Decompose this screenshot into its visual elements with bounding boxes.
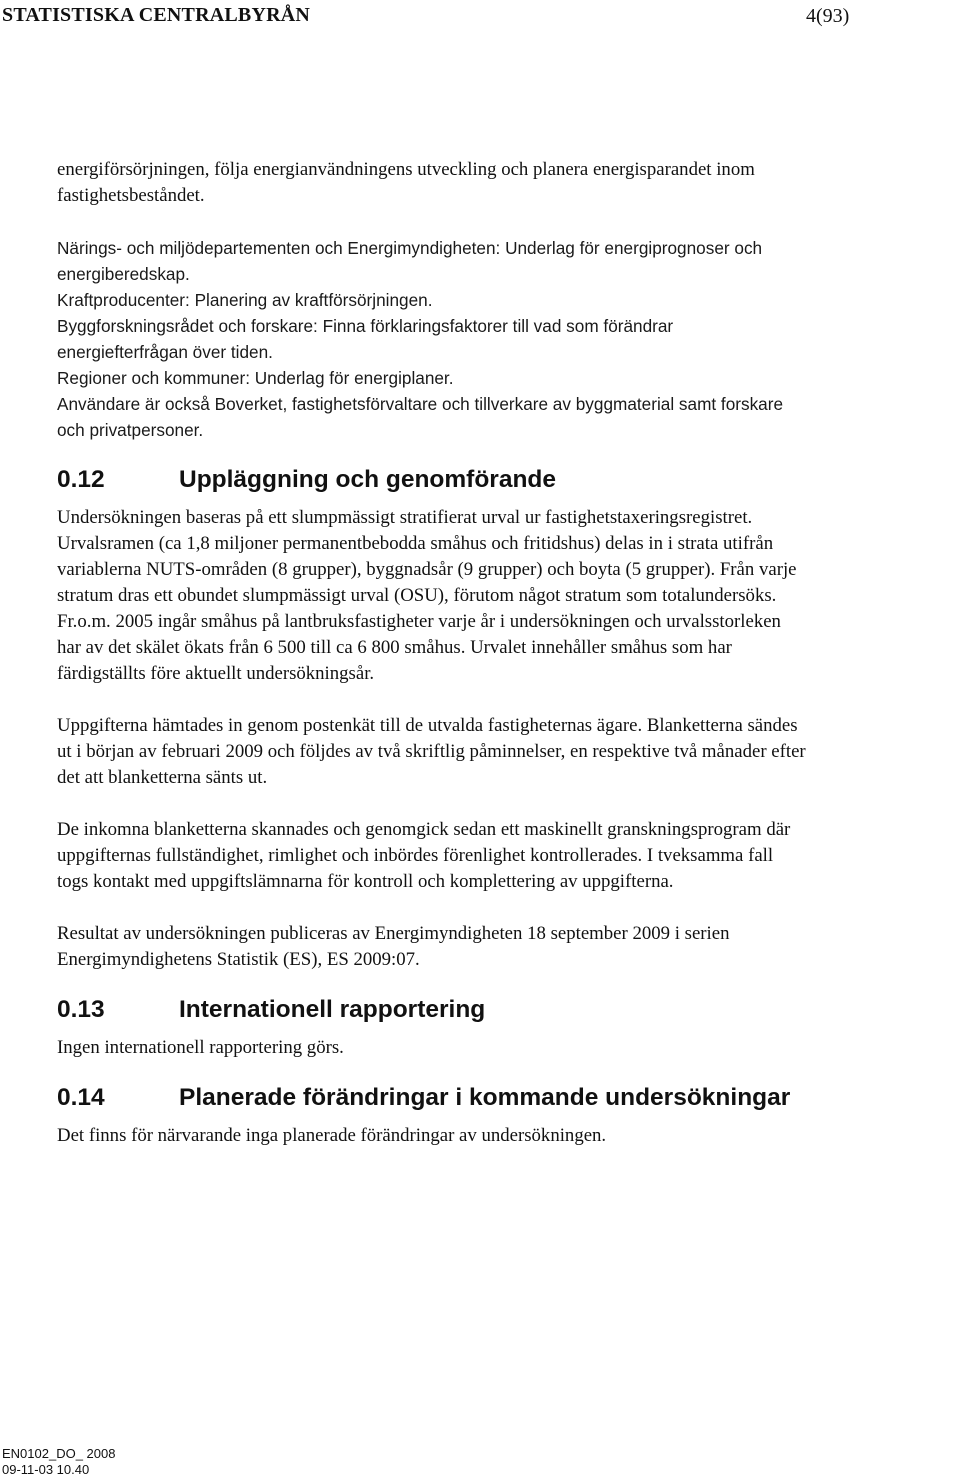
spacer — [57, 973, 957, 995]
section-number: 0.14 — [57, 1084, 105, 1111]
text-line: fastighetsbeståndet. — [57, 185, 205, 206]
document-date: 09-11-03 10.40 — [2, 1462, 90, 1477]
paragraph-sample-design — [57, 505, 957, 687]
text-line: variablerna NUTS-områden (8 grupper), byggnadsår (9 grupper) och boyta (5 grupper). Från varje — [57, 559, 797, 580]
text-line: togs kontakt med uppgiftslämnarna för kontroll och komplettering av uppgifterna. — [57, 871, 674, 892]
users-paragraph — [57, 235, 957, 443]
spacer — [57, 1061, 957, 1083]
text-line: Fr.o.m. 2005 ingår småhus på lantbruksfastigheter varje år i undersökningen och urvalsstorleken — [57, 611, 781, 632]
text-line: stratum dras ett obundet slumpmässigt urval (OSU), förutom något stratum som totalundersöks. — [57, 585, 777, 606]
text-line: energiförsörjningen, följa energianvändningens utveckling och planera energisparandet inom — [57, 159, 755, 180]
spacer — [57, 495, 957, 505]
document-id: EN0102_DO_ 2008 — [2, 1446, 116, 1461]
section-heading-0-13 — [57, 995, 957, 1025]
text-line: Byggforskningsrådet och forskare: Finna förklaringsfaktorer till vad som förändrar — [57, 316, 674, 336]
spacer — [57, 895, 957, 921]
text-line: det att blanketterna sänts ut. — [57, 767, 268, 788]
text-line: har av det skälet ökats från 6 500 till ca 6 800 småhus. Urvalet innehåller småhus som har — [57, 637, 732, 658]
spacer — [57, 1025, 957, 1035]
spacer — [57, 791, 957, 817]
paragraph-editing — [57, 817, 957, 895]
document-body — [57, 157, 957, 1149]
text-line: Undersökningen baseras på ett slumpmässigt stratifierat urval ur fastighetstaxeringsregistret. — [57, 507, 753, 528]
paragraph-publication — [57, 921, 957, 973]
document-footer — [2, 1446, 115, 1478]
section-text: Ingen internationell rapportering görs. — [57, 1037, 344, 1058]
spacer — [57, 1113, 957, 1123]
text-line: Kraftproducenter: Planering av kraftförsörjningen. — [57, 290, 433, 310]
text-line: Närings- och miljödepartementen och Energimyndigheten: Underlag för energiprognoser och — [57, 238, 763, 258]
spacer — [57, 687, 957, 713]
text-line: färdigställts före aktuellt undersökningsår. — [57, 663, 375, 684]
text-line: De inkomna blanketterna skannades och genomgick sedan ett maskinellt granskningsprogram där — [57, 819, 791, 840]
organization-header: STATISTISKA CENTRALBYRÅN — [2, 4, 311, 26]
spacer — [57, 209, 957, 235]
text-line: Användare är också Boverket, fastighetsförvaltare och tillverkare av byggmaterial samt forskare — [57, 394, 784, 414]
section-text: Det finns för närvarande inga planerade förändringar av undersökningen. — [57, 1125, 607, 1146]
section-number: 0.13 — [57, 996, 105, 1023]
text-line: energiefterfrågan över tiden. — [57, 342, 273, 362]
text-line: Uppgifterna hämtades in genom postenkät till de utvalda fastigheternas ägare. Blanketterna sändes — [57, 715, 798, 736]
text-line: energiberedskap. — [57, 264, 190, 284]
text-line: Resultat av undersökningen publiceras av Energimyndigheten 18 september 2009 i serien — [57, 923, 730, 944]
paragraph-data-collection — [57, 713, 957, 791]
spacer — [57, 443, 957, 465]
section-heading-0-12 — [57, 465, 957, 495]
text-line: ut i början av februari 2009 och följdes av två skriftlig påminnelser, en respektive två månader efter — [57, 741, 806, 762]
text-line: Energimyndighetens Statistik (ES), ES 2009:07. — [57, 949, 420, 970]
text-line: Regioner och kommuner: Underlag för energiplaner. — [57, 368, 454, 388]
section-title: Uppläggning och genomförande — [179, 466, 557, 493]
section-title: Internationell rapportering — [179, 996, 486, 1023]
page-number: 4(93) — [806, 5, 850, 27]
section-number: 0.12 — [57, 466, 105, 493]
section-heading-0-14 — [57, 1083, 957, 1113]
intro-paragraph — [57, 157, 957, 209]
section-title: Planerade förändringar i kommande undersökningar — [179, 1084, 791, 1111]
text-line: Urvalsramen (ca 1,8 miljoner permanentbebodda småhus och fritidshus) delas in i strata utifrån — [57, 533, 774, 554]
text-line: och privatpersoner. — [57, 420, 204, 440]
text-line: uppgifternas fullständighet, rimlighet och inbördes förenlighet kontrollerades. I tveksamma fall — [57, 845, 774, 866]
